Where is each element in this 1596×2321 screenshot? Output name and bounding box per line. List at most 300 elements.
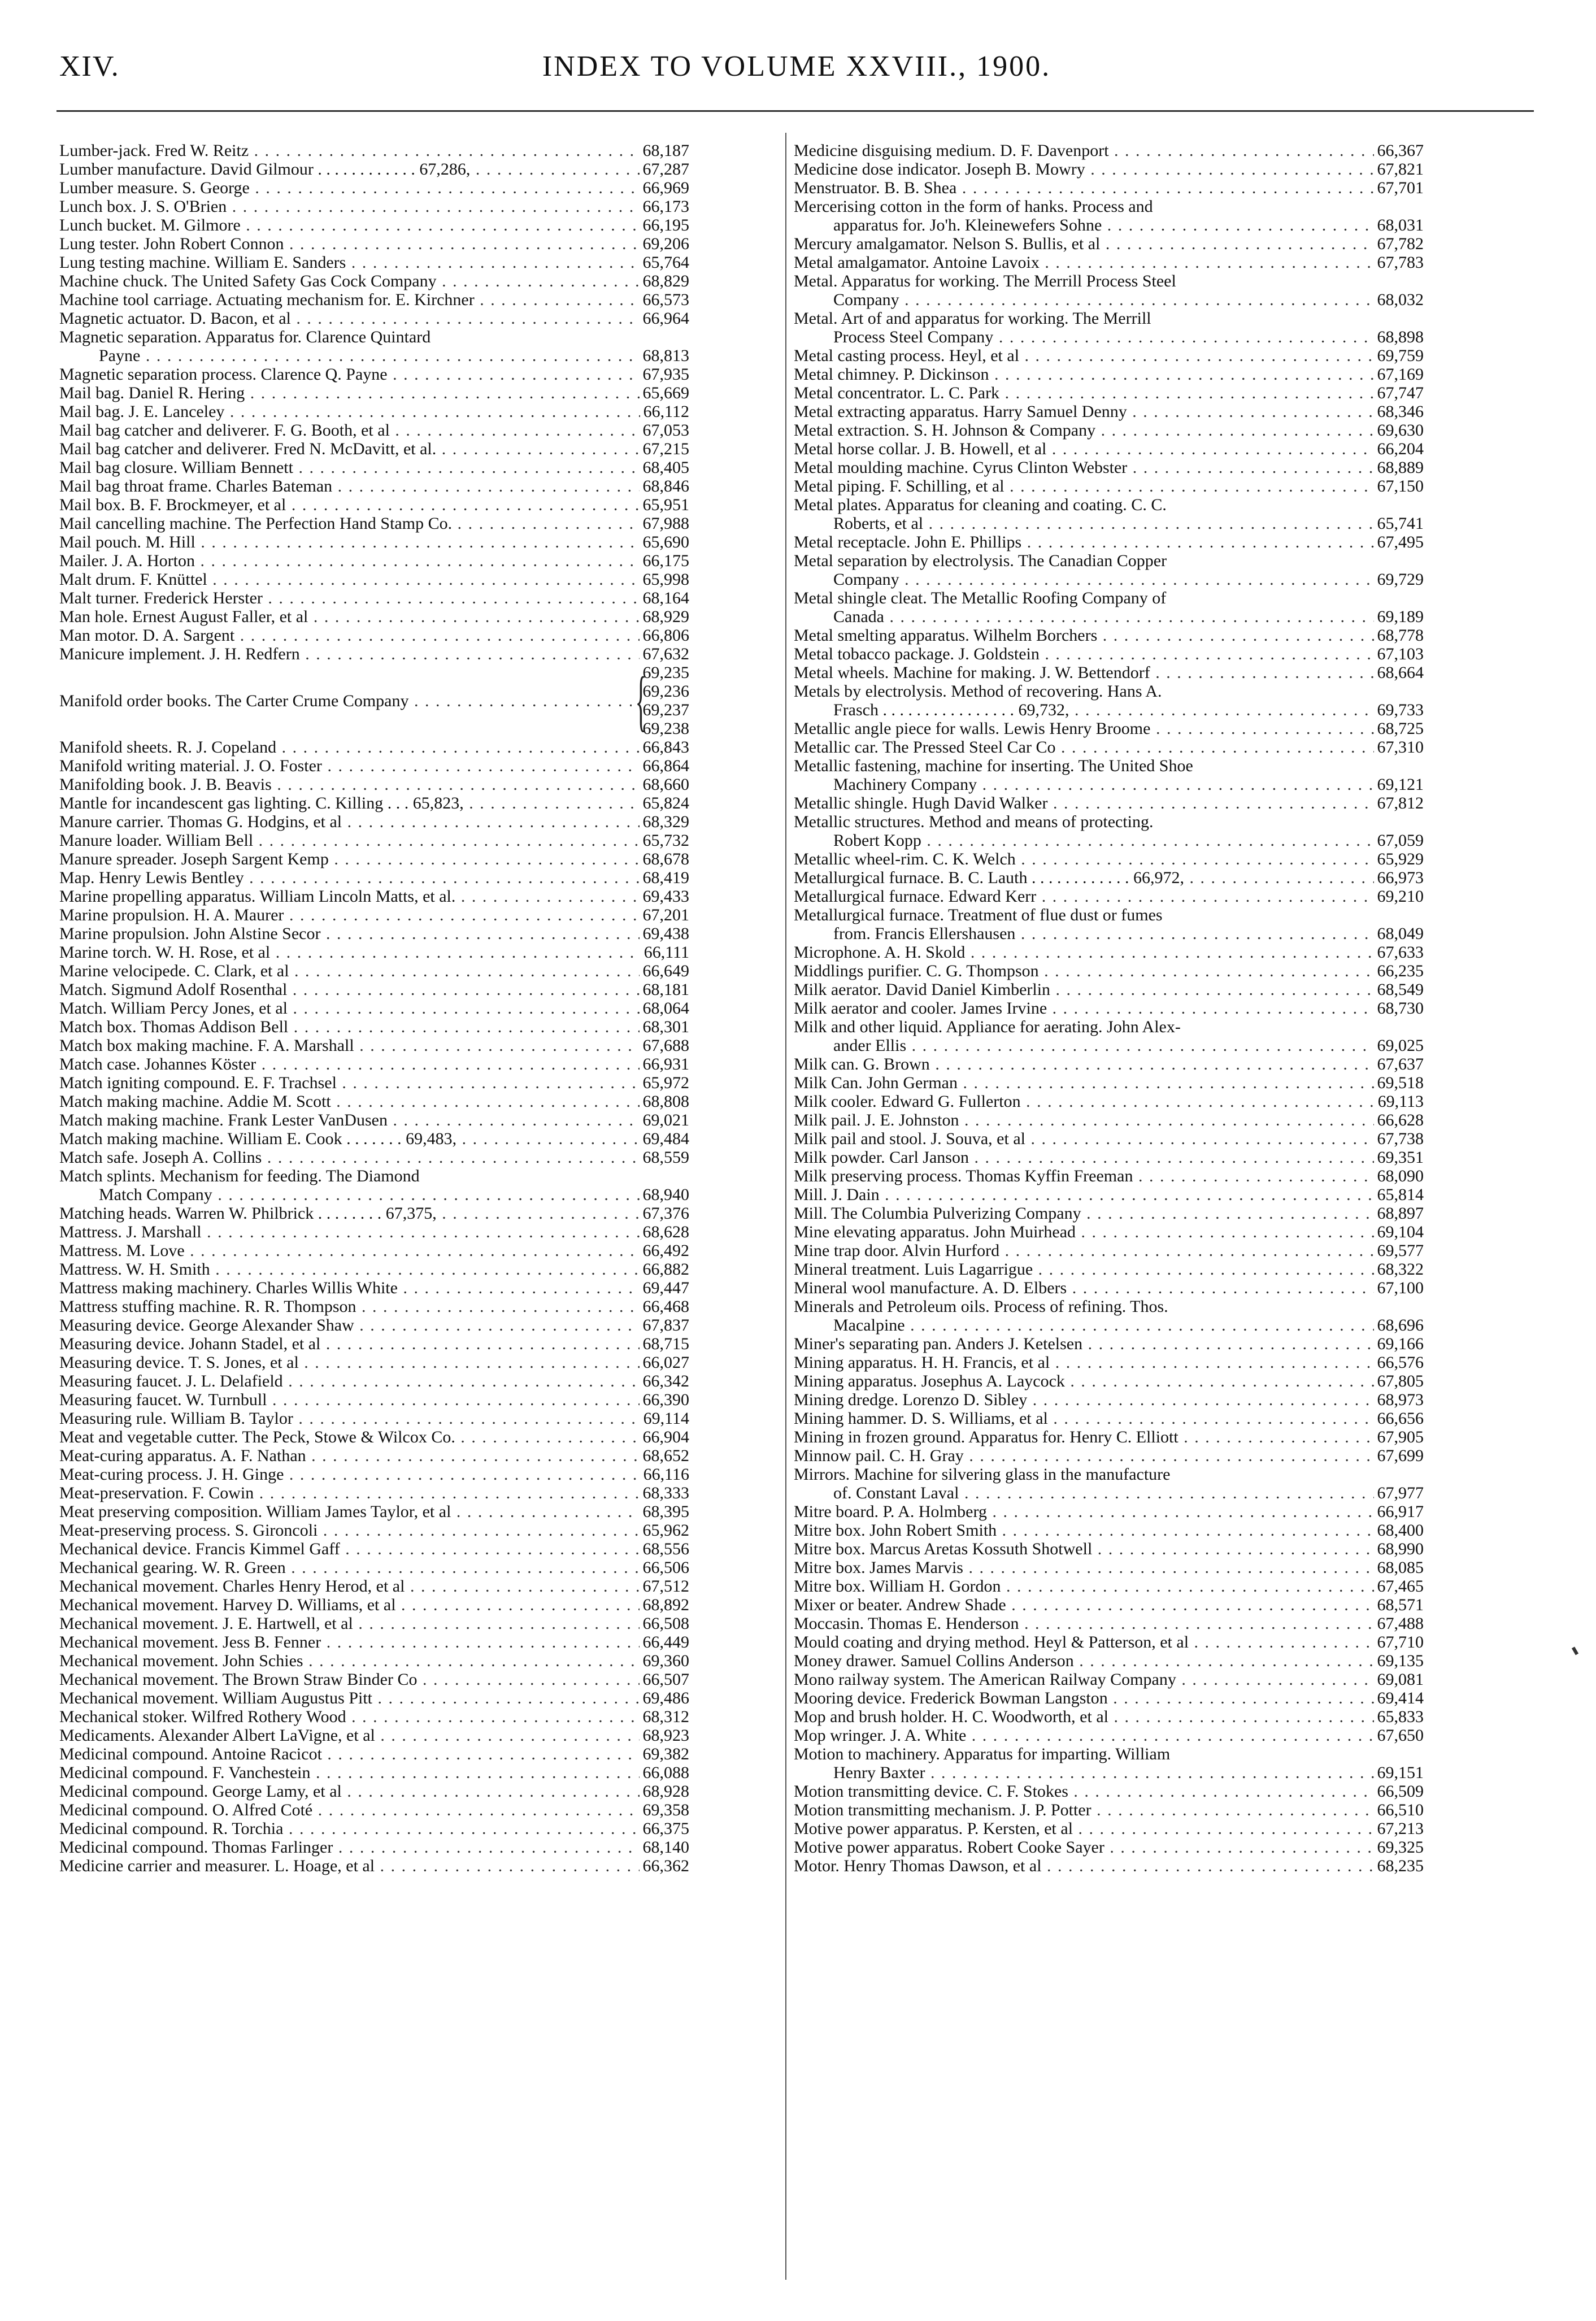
page-header [59, 50, 1534, 89]
index-entry [794, 458, 1424, 477]
index-entry [794, 141, 1424, 160]
entry-text: Metallurgical furnace. B. C. Lauth . . . . . . . . . . . . 66,972, . . . [794, 868, 1374, 887]
entry-number: 65,764 [642, 253, 689, 272]
entry-text: Mining in frozen ground. Apparatus for. Henry C. Elliott . . . [794, 1428, 1374, 1446]
entry-number: 69,189 [1377, 607, 1424, 626]
index-entry [59, 1502, 689, 1521]
entry-text: Match box. Thomas Addison Bell . . . [59, 1018, 640, 1036]
entry-number: 67,633 [1377, 943, 1424, 962]
entry-number: 69,630 [1377, 421, 1424, 440]
entry-text: Metal piping. F. Schilling, et al . . . [794, 477, 1374, 496]
entry-number: 65,814 [1377, 1185, 1424, 1204]
entry-text [794, 682, 1374, 719]
entry-text: Metal chimney. P. Dickinson . . . [794, 365, 1374, 384]
index-entry [794, 1819, 1424, 1838]
entry-number: 68,395 [642, 1502, 689, 1521]
entry-text: Meat-curing process. J. H. Ginge . . . [59, 1465, 640, 1484]
entry-number: 68,660 [642, 775, 689, 794]
index-entry [59, 533, 689, 551]
index-entry [59, 1745, 689, 1763]
entry-number: 66,027 [642, 1353, 689, 1372]
entry-text-continuation: Match Company . . . [59, 1185, 640, 1204]
entry-text [794, 197, 1374, 234]
entry-text [794, 272, 1374, 309]
page-number: XIV. [59, 50, 120, 82]
entry-number: 68,181 [642, 980, 689, 999]
index-entry [59, 1409, 689, 1428]
entry-number: 67,169 [1377, 365, 1424, 384]
entry-text: Marine propulsion. John Alstine Secor . . . [59, 924, 640, 943]
entry-number: 68,973 [1377, 1390, 1424, 1409]
entry-number: 67,201 [642, 906, 689, 924]
entry-number: 67,699 [1377, 1446, 1424, 1465]
entry-text: Match. William Percy Jones, et al . . . [59, 999, 640, 1018]
entry-text: Lumber-jack. Fred W. Reitz . . . [59, 141, 640, 160]
index-entry [59, 365, 689, 384]
entry-text: Lumber measure. S. George . . . [59, 179, 640, 197]
entry-text [794, 906, 1374, 943]
entry-number: 66,904 [642, 1428, 689, 1446]
entry-text-line: Magnetic separation. Apparatus for. Clarence Quintard [59, 328, 431, 346]
entry-number: 67,821 [1377, 160, 1424, 179]
index-entry [59, 1223, 689, 1241]
entry-number: 66,204 [1377, 440, 1424, 458]
entry-text-continuation: ander Ellis . . . [794, 1036, 1374, 1055]
index-entry [794, 234, 1424, 253]
entry-text: Moccasin. Thomas E. Henderson . . . [794, 1614, 1374, 1633]
entry-number: 69,021 [642, 1111, 689, 1129]
entry-text-continuation: Robert Kopp . . . [794, 831, 1374, 850]
entry-number: 66,973 [1377, 868, 1424, 887]
entry-text: Mixer or beater. Andrew Shade . . . [794, 1596, 1374, 1614]
entry-number: 66,112 [643, 402, 689, 421]
entry-text: Manifold writing material. J. O. Foster . . . [59, 757, 640, 775]
index-entry [794, 1279, 1424, 1297]
entry-number: 68,405 [642, 458, 689, 477]
index-entry [794, 1801, 1424, 1819]
entry-text: Marine velocipede. C. Clark, et al . . . [59, 962, 640, 980]
entry-number: 69,433 [642, 887, 689, 906]
entry-number: 65,998 [642, 570, 689, 589]
entry-text-line: Milk and other liquid. Appliance for aerating. John Alex- [794, 1018, 1181, 1036]
entry-number: 68,559 [642, 1148, 689, 1167]
index-entry [794, 1409, 1424, 1428]
entry-text-line: Metallic structures. Method and means of protecting. [794, 812, 1154, 831]
entry-text: Mechanical movement. Charles Henry Herod, et al . . . [59, 1577, 640, 1596]
entry-text-line: Metallurgical furnace. Treatment of flue dust or fumes [794, 906, 1163, 924]
index-entry [59, 1521, 689, 1540]
entry-text: Mail cancelling machine. The Perfection Hand Stamp Co. . . . [59, 514, 640, 533]
header-rule [56, 110, 1534, 112]
entry-text-continuation: Macalpine . . . [794, 1316, 1374, 1335]
entry-text: Measuring faucet. W. Turnbull . . . [59, 1390, 640, 1409]
entry-number: 67,650 [1377, 1726, 1424, 1745]
entry-text-line: Metal. Art of and apparatus for working. The Merrill [794, 309, 1151, 328]
entry-text-line: Mercerising cotton in the form of hanks. Process and [794, 197, 1153, 216]
index-entry [59, 1036, 689, 1055]
entry-number: 69,235 [642, 663, 689, 682]
index-entry [59, 1540, 689, 1558]
index-entry [59, 1279, 689, 1297]
entry-text: Measuring device. George Alexander Shaw . . . [59, 1316, 640, 1335]
entry-text: Mail bag throat frame. Charles Bateman . . . [59, 477, 640, 496]
entry-number: 67,287 [642, 160, 689, 179]
entry-number: 68,419 [642, 868, 689, 887]
entry-text: Milk aerator and cooler. James Irvine . . . [794, 999, 1374, 1018]
index-entry [794, 1185, 1424, 1204]
index-entry [794, 179, 1424, 197]
entry-number: 67,053 [642, 421, 689, 440]
entry-text: Mill. The Columbia Pulverizing Company . . . [794, 1204, 1374, 1223]
entry-number: 66,573 [642, 290, 689, 309]
index-entry [794, 1782, 1424, 1801]
index-entry [794, 589, 1424, 626]
index-entry [59, 1577, 689, 1596]
column-divider [785, 133, 786, 2280]
index-entry [794, 365, 1424, 384]
entry-number: 66,449 [642, 1633, 689, 1651]
entry-text: Marine propelling apparatus. William Lincoln Matts, et al. . . . [59, 887, 640, 906]
index-entry [794, 1260, 1424, 1279]
entry-number: 65,833 [1377, 1707, 1424, 1726]
entry-numbers [643, 663, 690, 738]
entry-number: 69,484 [642, 1129, 689, 1148]
entry-text: Match making machine. Frank Lester VanDusen . . . [59, 1111, 640, 1129]
entry-text: Mining dredge. Lorenzo D. Sibley . . . [794, 1390, 1374, 1409]
entry-text: Mail bag. J. E. Lanceley . . . [59, 402, 640, 421]
entry-number: 67,632 [642, 645, 689, 663]
entry-text: Mono railway system. The American Railway Company . . . [794, 1670, 1374, 1689]
index-entry [794, 384, 1424, 402]
index-entry [59, 1782, 689, 1801]
entry-text: Milk preserving process. Thomas Kyffin Freeman . . . [794, 1167, 1374, 1185]
entry-number: 68,301 [642, 1018, 689, 1036]
entry-text: Lumber manufacture. David Gilmour . . . . . . . . . . . . 67,286, . . . [59, 160, 640, 179]
entry-number: 67,988 [642, 514, 689, 533]
index-entry [794, 551, 1424, 589]
entry-text: Milk pail and stool. J. Souva, et al . . . [794, 1129, 1374, 1148]
index-entry [59, 1446, 689, 1465]
index-entry [59, 738, 689, 757]
entry-text: Manure spreader. Joseph Sargent Kemp . . . [59, 850, 640, 868]
entry-text: Metal tobacco package. J. Goldstein . . . [794, 645, 1374, 663]
entry-text: Metal horse collar. J. B. Howell, et al . . . [794, 440, 1374, 458]
index-entry [59, 477, 689, 496]
entry-text-line: Metal. Apparatus for working. The Merrill Process Steel [794, 272, 1176, 290]
index-entry [794, 346, 1424, 365]
entry-text: Malt turner. Frederick Herster . . . [59, 589, 640, 607]
entry-number: 68,322 [1377, 1260, 1424, 1279]
entry-number: 66,175 [642, 551, 689, 570]
entry-text: Meat-preservation. F. Cowin . . . [59, 1484, 640, 1502]
index-entry [59, 1018, 689, 1036]
entry-number: 66,964 [642, 309, 689, 328]
index-entry [59, 496, 689, 514]
entry-text-line: Minerals and Petroleum oils. Process of refining. Thos. [794, 1297, 1168, 1316]
index-entry [59, 1726, 689, 1745]
entry-number: 67,935 [642, 365, 689, 384]
entry-text: Mail bag catcher and deliverer. Fred N. McDavitt, et al. . . . [59, 440, 640, 458]
entry-number: 66,882 [642, 1260, 689, 1279]
index-entry [794, 850, 1424, 868]
entry-number: 65,741 [1377, 514, 1424, 533]
entry-text: Match igniting compound. E. F. Trachsel . . . [59, 1073, 640, 1092]
entry-number: 68,556 [642, 1540, 689, 1558]
entry-text: Motive power apparatus. P. Kersten, et al . . . [794, 1819, 1374, 1838]
index-entry [59, 962, 689, 980]
entry-number: 68,898 [1377, 328, 1424, 346]
index-entry [59, 514, 689, 533]
index-entry [59, 328, 689, 365]
entry-number: 68,725 [1377, 719, 1424, 738]
entry-number: 66,931 [642, 1055, 689, 1073]
index-entry [794, 1465, 1424, 1502]
entry-number: 68,897 [1377, 1204, 1424, 1223]
entry-text: Machine tool carriage. Actuating mechanism for. E. Kirchner . . . [59, 290, 640, 309]
entry-text: Mechanical device. Francis Kimmel Gaff . . . [59, 1540, 640, 1558]
index-entry [59, 1801, 689, 1819]
entry-number: 66,088 [642, 1763, 689, 1782]
entry-number: 68,312 [642, 1707, 689, 1726]
entry-text: Marine propulsion. H. A. Maurer . . . [59, 906, 640, 924]
entry-text: Medicine carrier and measurer. L. Hoage, et al . . . [59, 1857, 640, 1875]
entry-text: Medicinal compound. George Lamy, et al . . . [59, 1782, 640, 1801]
entry-number: 69,733 [1377, 701, 1424, 719]
entry-text: Mailer. J. A. Horton . . . [59, 551, 640, 570]
entry-text: Lung tester. John Robert Connon . . . [59, 234, 640, 253]
entry-number: 68,715 [642, 1335, 689, 1353]
index-entry [794, 887, 1424, 906]
index-entry [794, 1838, 1424, 1857]
entry-text: Lunch bucket. M. Gilmore . . . [59, 216, 640, 234]
entry-text [794, 551, 1374, 589]
entry-number: 67,783 [1377, 253, 1424, 272]
entry-text: Milk powder. Carl Janson . . . [794, 1148, 1374, 1167]
entry-number: 67,688 [642, 1036, 689, 1055]
index-entry [59, 1558, 689, 1577]
entry-text: Medicinal compound. R. Torchia . . . [59, 1819, 640, 1838]
entry-text: Matching heads. Warren W. Philbrick . . . . . . . . 67,375, . . . [59, 1204, 640, 1223]
index-entry [794, 868, 1424, 887]
entry-text: Mine trap door. Alvin Hurford . . . [794, 1241, 1374, 1260]
index-entry [59, 1484, 689, 1502]
index-entry [59, 607, 689, 626]
entry-text: Metallurgical furnace. Edward Kerr . . . [794, 887, 1374, 906]
entry-text: Mail pouch. M. Hill . . . [59, 533, 640, 551]
entry-text: Metal extracting apparatus. Harry Samuel Denny . . . [794, 402, 1374, 421]
entry-text [59, 1167, 640, 1204]
entry-number: 66,362 [642, 1857, 689, 1875]
entry-number: 69,121 [1377, 775, 1424, 794]
entry-text: Mitre box. John Robert Smith . . . [794, 1521, 1374, 1540]
entry-text: Measuring rule. William B. Taylor . . . [59, 1409, 640, 1428]
index-entry [59, 384, 689, 402]
entry-text: Mechanical movement. J. E. Hartwell, et al . . . [59, 1614, 640, 1633]
entry-number: 68,400 [1377, 1521, 1424, 1540]
entry-number: 68,990 [1377, 1540, 1424, 1558]
entry-number: 68,923 [642, 1726, 689, 1745]
entry-text-continuation: Henry Baxter . . . [794, 1763, 1374, 1782]
entry-number: 68,333 [642, 1484, 689, 1502]
entry-text: Mattress. J. Marshall . . . [59, 1223, 640, 1241]
entry-text: Metal receptacle. John E. Phillips . . . [794, 533, 1374, 551]
entry-number: 68,696 [1377, 1316, 1424, 1335]
entry-number: 68,929 [642, 607, 689, 626]
entry-text-continuation: Company . . . [794, 570, 1374, 589]
entry-text: Mineral treatment. Luis Lagarrigue . . . [794, 1260, 1374, 1279]
entry-number: 66,649 [642, 962, 689, 980]
index-entry [794, 1670, 1424, 1689]
index-entry [794, 1167, 1424, 1185]
index-entry [59, 1129, 689, 1148]
entry-text: Medicinal compound. O. Alfred Coté . . . [59, 1801, 640, 1819]
entry-number: 68,829 [642, 272, 689, 290]
entry-text: Magnetic actuator. D. Bacon, et al . . . [59, 309, 640, 328]
index-entry [794, 1521, 1424, 1540]
index-entry [59, 1353, 689, 1372]
entry-number: 69,113 [1377, 1092, 1424, 1111]
entry-number: 66,116 [643, 1465, 689, 1484]
index-entry [794, 1726, 1424, 1745]
entry-number: 69,081 [1377, 1670, 1424, 1689]
entry-text: Minnow pail. C. H. Gray . . . [794, 1446, 1374, 1465]
entry-text: Motion transmitting device. C. F. Stokes . . . [794, 1782, 1374, 1801]
entry-text: Measuring faucet. J. L. Delafield . . . [59, 1372, 640, 1390]
index-entry [59, 1111, 689, 1129]
entry-text: Mop wringer. J. A. White . . . [794, 1726, 1374, 1745]
entry-text: Milk Can. John German . . . [794, 1073, 1374, 1092]
entry-number: 67,738 [1377, 1129, 1424, 1148]
entry-text: Medicinal compound. F. Vanchestein . . . [59, 1763, 640, 1782]
entry-text: Motion transmitting mechanism. J. P. Potter . . . [794, 1801, 1374, 1819]
entry-number: 68,571 [1377, 1596, 1424, 1614]
entry-text-line: Motion to machinery. Apparatus for imparting. William [794, 1745, 1171, 1763]
entry-number: 68,846 [642, 477, 689, 496]
entry-number: 68,940 [642, 1185, 689, 1204]
index-entry [794, 1446, 1424, 1465]
index-entry [59, 1596, 689, 1614]
entry-number: 67,710 [1377, 1633, 1424, 1651]
entry-number: 69,238 [642, 719, 689, 738]
index-entry [59, 943, 689, 962]
index-entry [794, 160, 1424, 179]
entry-text: Mechanical movement. William Augustus Pitt . . . [59, 1689, 640, 1707]
index-entry [794, 440, 1424, 458]
index-entry [59, 458, 689, 477]
entry-number: 65,962 [642, 1521, 689, 1540]
entry-number: 67,488 [1377, 1614, 1424, 1633]
entry-text: Meat-curing apparatus. A. F. Nathan . . . [59, 1446, 640, 1465]
entry-text: Mining apparatus. H. H. Francis, et al . . . [794, 1353, 1374, 1372]
entry-text: Match case. Johannes Köster . . . [59, 1055, 640, 1073]
entry-number: 66,375 [642, 1819, 689, 1838]
entry-text: Magnetic separation process. Clarence Q. Payne . . . [59, 365, 640, 384]
entry-text: Meat and vegetable cutter. The Peck, Stowe & Wilcox Co. . . . [59, 1428, 640, 1446]
entry-text: Mechanical gearing. W. R. Green . . . [59, 1558, 640, 1577]
entry-number: 68,031 [1377, 216, 1424, 234]
entry-text: Marine torch. W. H. Rose, et al . . . [59, 943, 641, 962]
index-entry [59, 1633, 689, 1651]
entry-text: Milk cooler. Edward G. Fullerton . . . [794, 1092, 1375, 1111]
index-entry [59, 1260, 689, 1279]
entry-number: 68,090 [1377, 1167, 1424, 1185]
index-entry [59, 999, 689, 1018]
index-entry [59, 626, 689, 645]
entry-number: 65,929 [1377, 850, 1424, 868]
index-entry [59, 570, 689, 589]
entry-text [794, 496, 1374, 533]
entry-number: 68,346 [1377, 402, 1424, 421]
entry-text: Metal moulding machine. Cyrus Clinton Webster . . . [794, 458, 1374, 477]
index-entry [59, 1465, 689, 1484]
entry-text: Measuring device. Johann Stadel, et al . . . [59, 1335, 640, 1353]
index-entry [59, 402, 689, 421]
entry-text: Metal wheels. Machine for making. J. W. Bettendorf . . . [794, 663, 1374, 682]
entry-text-continuation: apparatus for. Jo'h. Kleinewefers Sohne . . . [794, 216, 1374, 234]
entry-number: 67,150 [1377, 477, 1424, 496]
entry-text-continuation: Process Steel Company . . . [794, 328, 1374, 346]
entry-text: Mail bag. Daniel R. Hering . . . [59, 384, 640, 402]
entry-number: 67,103 [1377, 645, 1424, 663]
entry-number: 68,064 [642, 999, 689, 1018]
entry-number: 66,390 [642, 1390, 689, 1409]
entry-number: 68,140 [642, 1838, 689, 1857]
index-entry [794, 757, 1424, 794]
index-entry [59, 924, 689, 943]
index-entry [59, 1092, 689, 1111]
entry-text: Man motor. D. A. Sargent . . . [59, 626, 640, 645]
entry-text-line: Metal separation by electrolysis. The Canadian Copper [794, 551, 1167, 570]
entry-text-continuation: from. Francis Ellershausen . . . [794, 924, 1374, 943]
entry-number: 68,664 [1377, 663, 1424, 682]
entry-text: Mop and brush holder. H. C. Woodworth, et al . . . [794, 1707, 1374, 1726]
entry-text: Milk aerator. David Daniel Kimberlin . . . [794, 980, 1374, 999]
entry-number: 69,114 [643, 1409, 689, 1428]
index-entry [59, 1316, 689, 1335]
entry-text: Meat-preserving process. S. Gironcoli . . . [59, 1521, 640, 1540]
entry-number: 67,805 [1377, 1372, 1424, 1390]
entry-number: 68,628 [642, 1223, 689, 1241]
entry-text: Mitre box. Marcus Aretas Kossuth Shotwell . . . [794, 1540, 1374, 1558]
index-entry [794, 1540, 1424, 1558]
entry-number: 66,508 [642, 1614, 689, 1633]
index-entry [794, 1111, 1424, 1129]
entry-number: 69,166 [1377, 1335, 1424, 1353]
index-entry [794, 533, 1424, 551]
entry-number: 69,577 [1377, 1241, 1424, 1260]
index-entry [59, 1241, 689, 1260]
index-entry [59, 1614, 689, 1633]
entry-text: Motive power apparatus. Robert Cooke Sayer . . . [794, 1838, 1374, 1857]
entry-text: Map. Henry Lewis Bentley . . . [59, 868, 640, 887]
entry-text: Match. Sigmund Adolf Rosenthal . . . [59, 980, 640, 999]
entry-number: 66,969 [642, 179, 689, 197]
index-entry [59, 1297, 689, 1316]
index-entry [59, 253, 689, 272]
entry-number: 68,085 [1377, 1558, 1424, 1577]
index-entry [794, 402, 1424, 421]
entry-text: Microphone. A. H. Skold . . . [794, 943, 1374, 962]
index-entry [59, 757, 689, 775]
right-index-column [794, 141, 1424, 1875]
entry-text: Medicinal compound. Thomas Farlinger . . . [59, 1838, 640, 1857]
index-entry [794, 738, 1424, 757]
entry-text-continuation: Company . . . [794, 290, 1374, 309]
entry-number: 66,367 [1377, 141, 1424, 160]
entry-number: 69,518 [1377, 1073, 1424, 1092]
index-entry [794, 421, 1424, 440]
entry-text: Mill. J. Dain . . . [794, 1185, 1374, 1204]
